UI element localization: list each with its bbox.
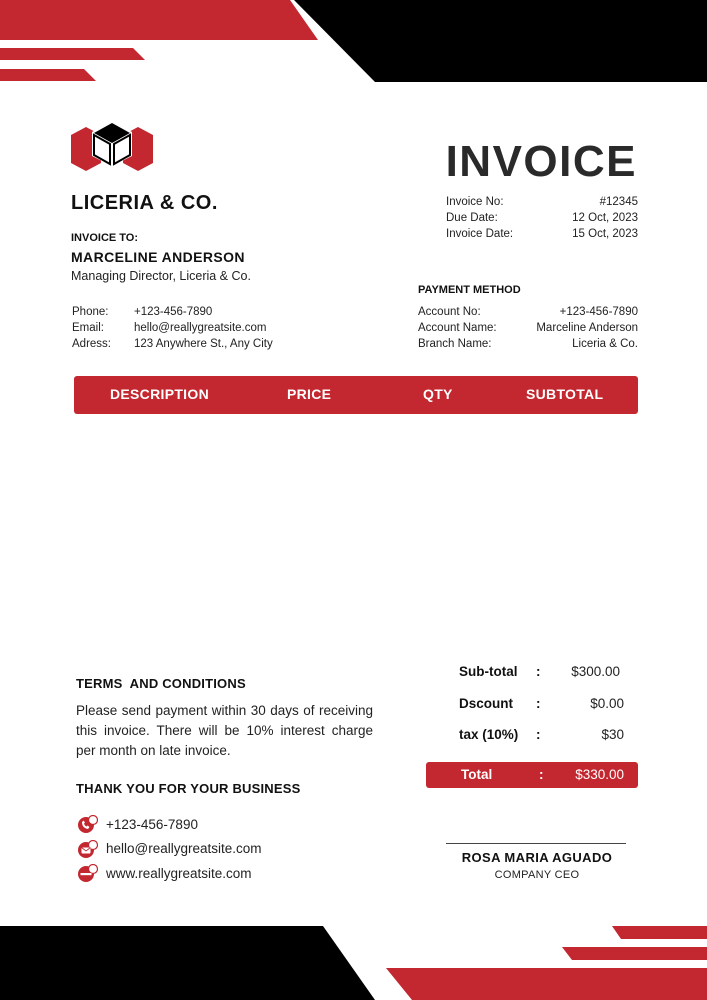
- contact-label: Email:: [72, 322, 104, 334]
- payment-method: [418, 304, 638, 352]
- column-header-subtotal: SUBTOTAL: [526, 386, 604, 402]
- payment-value: Marceline Anderson: [536, 322, 638, 334]
- totals-label: Dscount: [459, 696, 513, 711]
- meta-row-invoice-no: [446, 194, 638, 210]
- signatory-role: COMPANY CEO: [494, 869, 580, 881]
- header-decoration: [0, 0, 707, 90]
- meta-label: Invoice No:: [446, 196, 504, 208]
- meta-value: 12 Oct, 2023: [572, 212, 638, 224]
- payment-method-title: PAYMENT METHOD: [418, 284, 521, 296]
- payment-label: Account Name:: [418, 322, 497, 334]
- hexagon-cube-logo-icon: [70, 120, 154, 176]
- totals-colon: :: [536, 664, 541, 679]
- totals-value: $30: [601, 727, 624, 742]
- phone-icon: [76, 815, 98, 833]
- company-name: LICERIA & CO.: [71, 192, 218, 214]
- meta-row-invoice-date: [446, 226, 638, 242]
- items-table-header: [74, 376, 638, 414]
- column-header-price: PRICE: [287, 386, 332, 402]
- client-name: MARCELINE ANDERSON: [71, 249, 245, 265]
- payment-label: Branch Name:: [418, 338, 492, 350]
- payment-value: Liceria & Co.: [572, 338, 638, 350]
- totals-row-subtotal: [446, 664, 638, 696]
- contact-value: 123 Anywhere St., Any City: [134, 338, 273, 350]
- footer-contacts: [76, 812, 262, 886]
- footer-contact-value: www.reallygreatsite.com: [106, 865, 252, 881]
- totals-label: Sub-total: [459, 664, 518, 679]
- column-header-qty: QTY: [423, 386, 453, 402]
- meta-label: Due Date:: [446, 212, 498, 224]
- footer-contact-value: hello@reallygreatsite.com: [106, 841, 262, 857]
- signature-line: [446, 843, 626, 844]
- page-title: INVOICE: [445, 137, 637, 186]
- footer-contact-email: [76, 837, 262, 862]
- totals-row-tax: [446, 727, 638, 759]
- contact-label: Phone:: [72, 306, 109, 318]
- email-icon: [76, 840, 98, 858]
- payment-row-branch-name: [418, 336, 638, 352]
- column-header-description: DESCRIPTION: [110, 386, 209, 402]
- meta-row-due-date: [446, 210, 638, 226]
- contact-value: hello@reallygreatsite.com: [134, 322, 267, 334]
- contact-phone-row: [72, 304, 273, 320]
- total-colon: :: [539, 767, 544, 782]
- totals-value: $0.00: [590, 696, 624, 711]
- thank-you-message: THANK YOU FOR YOUR BUSINESS: [76, 781, 301, 796]
- totals-value: $300.00: [571, 664, 620, 679]
- footer-contact-value: +123-456-7890: [106, 816, 198, 832]
- meta-label: Invoice Date:: [446, 228, 514, 240]
- totals-summary: [446, 664, 638, 759]
- contact-email-row: [72, 320, 273, 336]
- client-contact: [72, 304, 273, 352]
- client-role: Managing Director, Liceria & Co.: [71, 269, 251, 283]
- payment-label: Account No:: [418, 306, 481, 318]
- meta-value: 15 Oct, 2023: [572, 228, 638, 240]
- total-label: Total: [461, 767, 493, 782]
- footer-contact-website: [76, 861, 262, 886]
- payment-row-account-no: [418, 304, 638, 320]
- payment-row-account-name: [418, 320, 638, 336]
- totals-colon: :: [536, 727, 541, 742]
- grand-total: [426, 762, 638, 788]
- company-logo: [70, 120, 154, 176]
- contact-value: +123-456-7890: [134, 306, 213, 318]
- payment-value: +123-456-7890: [559, 306, 638, 318]
- invoice-meta: [446, 194, 638, 242]
- invoice-to-label: INVOICE TO:: [71, 232, 139, 244]
- terms-body: Please send payment within 30 days of receiving this invoice. There will be 10% interest charge per month on late invoice.: [76, 703, 373, 758]
- footer-contact-phone: [76, 812, 262, 837]
- totals-colon: :: [536, 696, 541, 711]
- meta-value: #12345: [599, 196, 638, 208]
- signatory-name: ROSA MARIA AGUADO: [461, 850, 613, 865]
- total-value: $330.00: [575, 767, 624, 782]
- totals-row-discount: [446, 696, 638, 727]
- totals-label: tax (10%): [459, 727, 519, 742]
- contact-label: Adress:: [72, 338, 111, 350]
- terms-title: TERMS AND CONDITIONS: [76, 676, 246, 691]
- web-icon: [76, 864, 98, 882]
- contact-address-row: [72, 336, 273, 352]
